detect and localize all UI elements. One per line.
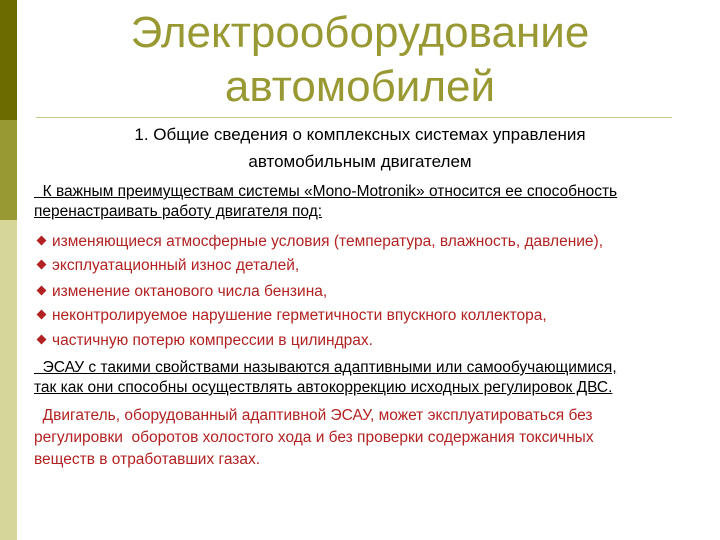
conclusion-text-line-1: Двигатель, оборудованный адаптивной ЭСАУ, может эксплуатироваться без xyxy=(34,407,593,424)
slide-title-line-2: автомобилей xyxy=(224,62,496,111)
section-heading-line-1: 1. Общие сведения о комплексных системах управления xyxy=(134,125,586,144)
intro-text-line-1: К важным преимуществам системы «Mono-Motronik» относится ее способность xyxy=(34,183,618,200)
slide-title-line-1: Электрооборудование xyxy=(130,8,590,57)
adaptive-text-line-2: так как они способны осуществлять автокоррекцию исходных регулировок ДВС. xyxy=(34,379,613,396)
bullet-item-5 xyxy=(38,331,373,351)
sidebar-stripe-mid xyxy=(0,120,17,220)
bullet-item-text: частичную потерю компрессии в цилиндрах. xyxy=(52,332,373,349)
bullet-item-text: неконтролируемое нарушение герметичности впускного коллектора, xyxy=(52,307,547,324)
slide-title xyxy=(40,6,680,114)
intro-text-line-2: перенастраивать работу двигателя под: xyxy=(34,203,323,220)
diamond-bullet-icon xyxy=(37,286,47,296)
bullet-item-text: изменение октанового числа бензина, xyxy=(52,283,328,300)
bullet-item-text: изменяющиеся атмосферные условия (температура, влажность, давление), xyxy=(52,233,604,250)
bullet-item-3 xyxy=(38,282,327,302)
conclusion-text-line-3: веществ в отработавших газах. xyxy=(34,451,261,468)
section-heading-line-2: автомобильным двигателем xyxy=(248,152,472,171)
sidebar-stripe-bottom xyxy=(0,220,17,540)
diamond-bullet-icon xyxy=(37,335,47,345)
bullet-item-4 xyxy=(38,306,547,326)
bullet-item-2 xyxy=(38,256,299,276)
diamond-bullet-icon xyxy=(37,236,47,246)
conclusion-text-line-2: регулировки оборотов холостого хода и без проверки содержания токсичных xyxy=(34,429,594,446)
bullet-item-1 xyxy=(38,232,603,252)
sidebar-stripe-top xyxy=(0,0,17,120)
diamond-bullet-icon xyxy=(37,310,47,320)
title-divider xyxy=(36,117,672,118)
diamond-bullet-icon xyxy=(37,260,47,270)
bullet-item-text: эксплуатационный износ деталей, xyxy=(52,257,300,274)
adaptive-text-line-1: ЭСАУ с такими свойствами называются адаптивными или самообучающимися, xyxy=(34,359,617,376)
